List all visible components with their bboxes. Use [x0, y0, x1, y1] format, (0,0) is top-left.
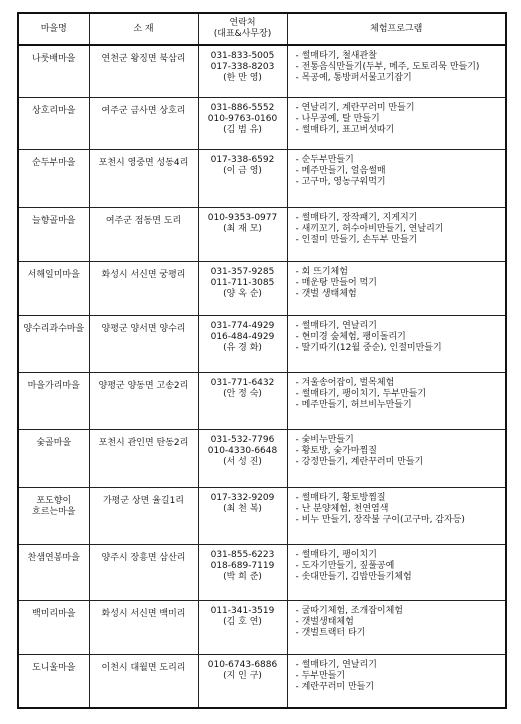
village-name: 서해일미마을	[18, 261, 89, 315]
table-row	[18, 372, 506, 429]
village-name: 마을가리마을	[18, 372, 89, 429]
contact-line: 018-689-7119	[210, 560, 275, 571]
table-row	[18, 544, 506, 600]
village-location: 양평군 양서면 양수리	[89, 315, 198, 372]
table-row	[18, 315, 506, 372]
program-item: - 썰매타기, 철새관찰	[295, 51, 377, 61]
village-name	[18, 487, 89, 544]
program-cell	[287, 487, 506, 544]
program-item: - 두부만들기	[295, 670, 346, 681]
program-item: - 숯비누만들기	[295, 434, 354, 445]
program-item: - 회 뜨기체험	[295, 266, 348, 277]
table-row	[18, 207, 506, 261]
contact-cell	[198, 207, 287, 261]
table-header-row	[18, 13, 506, 45]
program-cell	[287, 207, 506, 261]
contact-cell	[198, 97, 287, 149]
table-row	[18, 45, 506, 97]
contact-line: (김 범 유)	[223, 124, 262, 135]
program-item: - 딸기따기(12월 중순), 인절미만들기	[295, 342, 442, 353]
contact-cell	[198, 261, 287, 315]
program-item: - 전통음식만들기(두부, 메주, 도토리묵 만들기)	[295, 62, 480, 72]
contact-cell	[198, 45, 287, 97]
contact-line: (박 희 준)	[223, 571, 262, 582]
contact-line: 011-711-3085	[210, 277, 275, 288]
program-cell	[287, 315, 506, 372]
program-item: - 솟대만들기, 김밥만들기체험	[295, 571, 412, 582]
contact-cell	[198, 372, 287, 429]
program-cell	[287, 654, 506, 708]
contact-line: 031-532-7796	[210, 434, 275, 445]
village-name: 나룻배마을	[18, 45, 89, 97]
program-cell	[287, 149, 506, 207]
contact-line: (지 인 구)	[223, 670, 262, 681]
contact-line: 031-855-6223	[210, 549, 275, 560]
contact-line: 031-886-5552	[210, 102, 275, 113]
program-item: - 새끼꼬기, 허수아비만들기, 연날리기	[295, 223, 444, 234]
program-cell	[287, 261, 506, 315]
program-item: - 갯벌생태체험	[295, 616, 354, 627]
header-village: 마을명	[18, 13, 89, 45]
village-location: 포천시 관인면 탄동2리	[89, 429, 198, 487]
village-name: 찬샘연봉마을	[18, 544, 89, 600]
program-item: - 썰매타기, 연날리기	[295, 659, 377, 670]
contact-cell	[198, 149, 287, 207]
program-item: - 나무공예, 탈 만들기	[295, 113, 380, 124]
village-name-line: 흐르는마을	[32, 506, 76, 517]
contact-line: 016-484-4929	[210, 331, 275, 342]
program-table-page	[17, 12, 505, 712]
header-program: 체험프로그램	[287, 13, 506, 45]
village-program-table	[17, 12, 507, 709]
program-item: - 목공예, 통방퍼서물고기잡기	[295, 73, 412, 83]
table-row	[18, 487, 506, 544]
program-cell	[287, 544, 506, 600]
program-item: - 굴따기체험, 조개잡이체험	[295, 605, 403, 616]
table-row	[18, 654, 506, 708]
contact-cell	[198, 315, 287, 372]
contact-line: (서 성 진)	[223, 456, 262, 467]
village-location: 여주군 점동면 도리	[89, 207, 198, 261]
contact-line: 010-9353-0977	[207, 212, 278, 223]
program-item: - 강정만들기, 계란꾸러미 만들기	[295, 456, 424, 467]
table-row	[18, 149, 506, 207]
program-item: - 썰매타기, 황토방찜질	[295, 492, 386, 503]
program-item: - 갯벌트랙터 타기	[295, 627, 366, 638]
contact-line: (이 금 영)	[223, 165, 262, 176]
contact-line: (안 정 숙)	[223, 388, 262, 399]
program-item: - 메주만들기, 얼음썰매	[295, 165, 386, 176]
program-cell	[287, 45, 506, 97]
village-location: 양주시 장흥면 삼산리	[89, 544, 198, 600]
table-row	[18, 429, 506, 487]
program-item: - 계란꾸러미 만들기	[295, 681, 375, 692]
program-item: - 썰매타기, 연날리기	[295, 320, 377, 331]
program-item: - 순두부만들기	[295, 154, 354, 165]
contact-line: (최 재 모)	[223, 223, 262, 234]
contact-line: 010-6743-6886	[207, 659, 278, 670]
program-item: - 황토방, 숯가마찜질	[295, 445, 377, 456]
contact-line: (양 옥 순)	[223, 288, 262, 299]
program-item: - 썰매타기, 표고버섯따기	[295, 124, 395, 135]
table-row	[18, 97, 506, 149]
contact-line: (유 경 화)	[223, 342, 262, 353]
program-item: - 썰매타기, 장작패기, 지게지기	[295, 212, 418, 223]
contact-line: 010-9763-0160	[207, 113, 278, 124]
village-name: 상호리마을	[18, 97, 89, 149]
village-location: 연천군 왕징면 북삼리	[89, 45, 198, 97]
village-name: 도니울마을	[18, 654, 89, 708]
program-item: - 인절미 만들기, 손두부 만들기	[295, 234, 418, 245]
program-cell	[287, 372, 506, 429]
village-location: 가평군 상면 율길1리	[89, 487, 198, 544]
header-location: 소 재	[89, 13, 198, 45]
program-item: - 고구마, 영농구워먹기	[295, 176, 386, 187]
village-name: 늘향골마을	[18, 207, 89, 261]
contact-line: (최 천 복)	[223, 503, 262, 514]
program-cell	[287, 429, 506, 487]
contact-cell	[198, 654, 287, 708]
village-location: 여주군 금사면 상호리	[89, 97, 198, 149]
program-item: - 비누 만들기, 장작불 구이(고구마, 감자등)	[295, 514, 465, 525]
contact-line: (한 만 영)	[223, 73, 262, 83]
program-item: - 메주만들기, 허브비누만들기	[295, 399, 412, 410]
program-item: - 현미경 숲체험, 팽이돌리기	[295, 331, 406, 342]
village-location: 화성시 서신면 백미리	[89, 600, 198, 654]
contact-line: 017-338-8203	[210, 62, 275, 72]
program-cell	[287, 600, 506, 654]
program-item: - 겨울송어잡이, 벌목체험	[295, 377, 395, 388]
contact-line: (김 호 연)	[223, 616, 262, 627]
village-location: 양평군 양동면 고송2리	[89, 372, 198, 429]
header-contact	[198, 13, 287, 45]
program-item: - 매운탕 만들어 먹기	[295, 277, 377, 288]
contact-line: 031-771-6432	[210, 377, 275, 388]
table-row	[18, 261, 506, 315]
village-name: 순두부마을	[18, 149, 89, 207]
program-cell	[287, 97, 506, 149]
program-item: - 연날리기, 계란꾸러미 만들기	[295, 102, 415, 113]
village-location: 이천시 대월면 도리리	[89, 654, 198, 708]
contact-line: 017-338-6592	[210, 154, 275, 165]
header-contact-line1: 연락처	[229, 18, 256, 28]
village-location: 화성시 서신면 궁평리	[89, 261, 198, 315]
header-contact-line2: (대표&사무장)	[213, 29, 272, 39]
village-name: 백미리마을	[18, 600, 89, 654]
village-name: 양수리과수마을	[18, 315, 89, 372]
program-item: - 썰매타기, 팽이치기	[295, 549, 377, 560]
contact-line: 031-357-9285	[210, 266, 275, 277]
contact-line: 011-341-3519	[210, 605, 275, 616]
program-item: - 갯벌 생태체험	[295, 288, 357, 299]
program-item: - 썰매타기, 팽이치기, 두부만들기	[295, 388, 427, 399]
contact-cell	[198, 600, 287, 654]
contact-line: 031-774-4929	[210, 320, 275, 331]
program-item: - 난 분양체험, 천연염색	[295, 503, 389, 514]
program-item: - 도자기만들기, 짚풀공예	[295, 560, 395, 571]
contact-line: 017-332-9209	[210, 492, 275, 503]
village-name: 숯골마을	[18, 429, 89, 487]
contact-line: 010-4330-6648	[207, 445, 278, 456]
contact-line: 031-833-5005	[210, 51, 275, 61]
contact-cell	[198, 544, 287, 600]
contact-cell	[198, 429, 287, 487]
table-row	[18, 600, 506, 654]
village-location: 포천시 영중면 성동4리	[89, 149, 198, 207]
village-name-line: 포도향이	[36, 495, 72, 506]
contact-cell	[198, 487, 287, 544]
